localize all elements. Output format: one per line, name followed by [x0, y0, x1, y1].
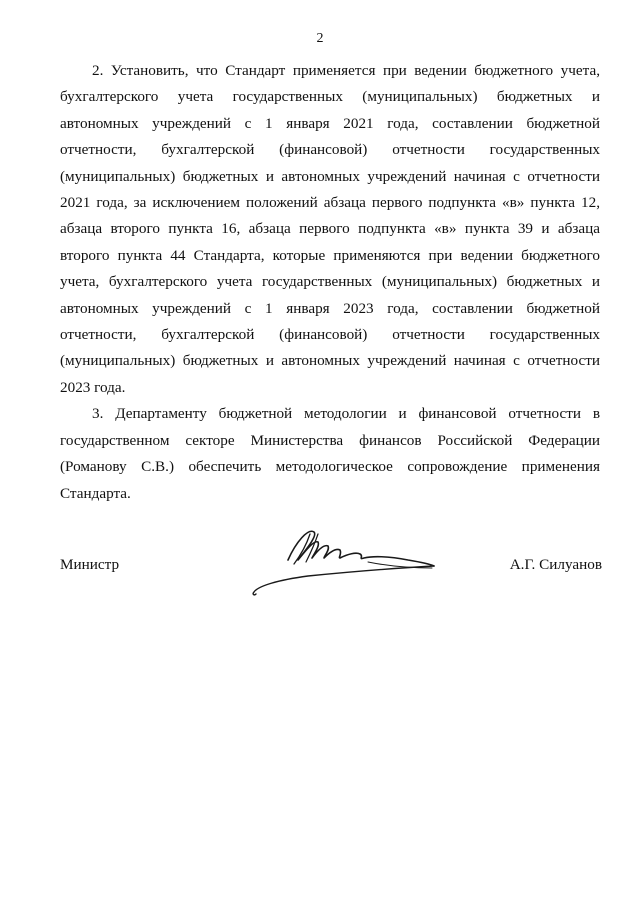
signature-block	[60, 552, 602, 582]
page-number: 2	[316, 31, 324, 46]
paragraph-2: 2. Установить, что Стандарт применяется при ведении бюджетного учета, бухгалтерского учета государственных (муниципальных) бюджетных и автономных учреждений с 1 января 2021 года, составлении бюджетной отчетности, бухгалтерской (финансовой) отчетности государственных (муниципальных) бюджетных и автономных учреждений начиная с отчетности 2021 года, за исключением положений абзаца первого подпункта «в» пункта 12, абзаца второго пункта 16, абзаца первого подпункта «в» пункта 39 и абзаца второго пункта 44 Стандарта, которые применяются при ведении бюджетного учета, бухгалтерского учета государственных (муниципальных) бюджетных и автономных учреждений с 1 января 2023 года, составлении бюджетной отчетности, бухгалтерской (финансовой) отчетности государственных (муниципальных) бюджетных и автономных учреждений начиная с отчетности 2023 года.	[60, 62, 600, 396]
document-body	[60, 58, 600, 507]
signer-name: А.Г. Силуанов	[509, 556, 602, 573]
paragraph-3: 3. Департаменту бюджетной методологии и финансовой отчетности в государственном секторе Министерства финансов Российской Федерации (Романову С.В.) обеспечить методологическое сопровождение применения Стандарта.	[60, 405, 600, 502]
signer-title: Министр	[60, 556, 120, 573]
